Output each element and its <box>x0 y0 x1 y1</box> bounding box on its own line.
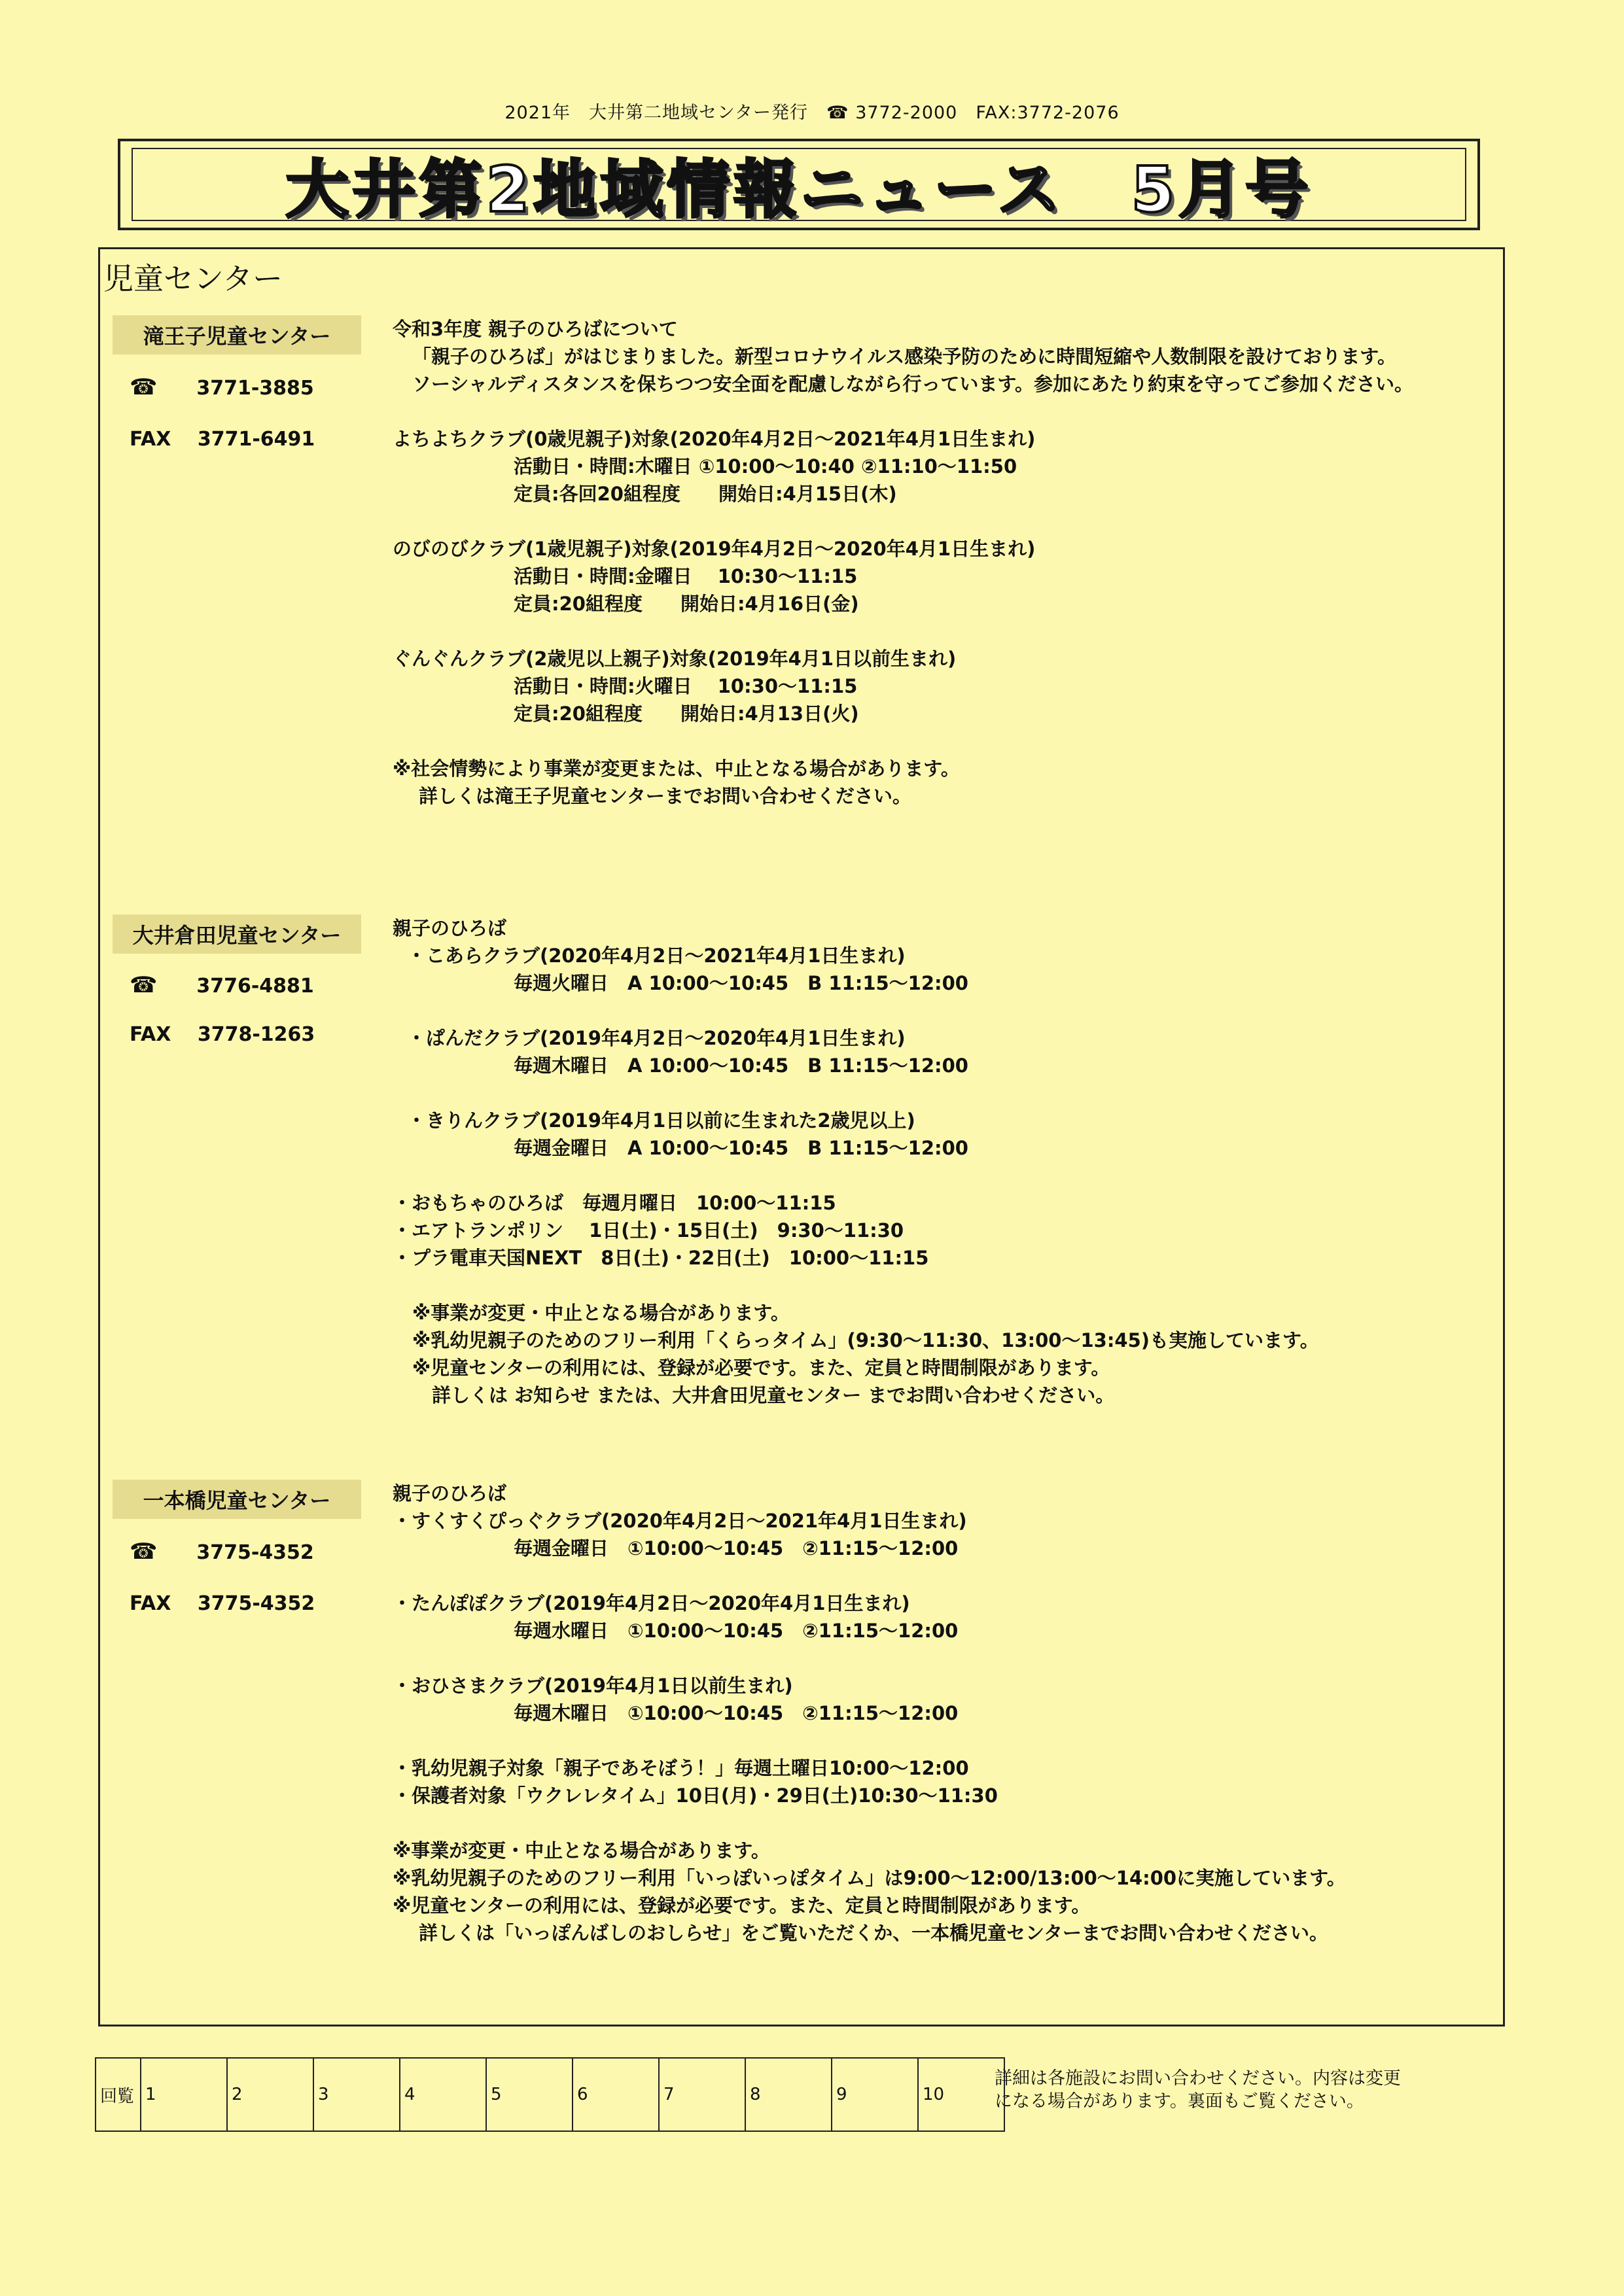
fax-number: 3771-6491 <box>197 428 315 451</box>
center-name-takiouji: 滝王子児童センター <box>113 315 361 355</box>
center-body-takiouji <box>393 315 1413 810</box>
body-line: 毎週金曜日 A 10:00～10:45 B 11:15～12:00 <box>514 1137 968 1159</box>
circulation-cell: 10 <box>918 2058 1004 2131</box>
center-name-ippombashi: 一本橋児童センター <box>113 1480 361 1519</box>
body-line: 毎週木曜日 ①10:00～10:45 ②11:15～12:00 <box>514 1702 959 1724</box>
body-line: 毎週水曜日 ①10:00～10:45 ②11:15～12:00 <box>514 1620 959 1642</box>
body-line: 毎週木曜日 A 10:00～10:45 B 11:15～12:00 <box>514 1054 968 1077</box>
tel-number: 3776-4881 <box>196 975 314 998</box>
circulation-cell: 8 <box>745 2058 832 2131</box>
circulation-cell: 2 <box>227 2058 313 2131</box>
tel-ooikurata <box>130 969 314 998</box>
tel-number: 3775-4352 <box>196 1541 314 1564</box>
fax-number: 3775-4352 <box>197 1592 315 1615</box>
circulation-cell: 7 <box>659 2058 745 2131</box>
center-body-ippombashi <box>393 1480 1346 1947</box>
body-line: ※児童センターの利用には、登録が必要です。また、定員と時間制限があります。 <box>412 1357 1110 1379</box>
fax-ooikurata <box>130 1018 315 1047</box>
circulation-cell: 6 <box>573 2058 659 2131</box>
body-line: ・プラ電車天国NEXT 8日(土)・22日(土) 10:00～11:15 <box>393 1247 929 1269</box>
circulation-table <box>95 2057 1005 2132</box>
body-line: のびのびクラブ(1歳児親子)対象(2019年4月2日～2020年4月1日生まれ) <box>393 538 1036 560</box>
body-line: ※児童センターの利用には、登録が必要です。また、定員と時間制限があります。 <box>393 1894 1091 1917</box>
circulation-cell: 9 <box>832 2058 918 2131</box>
fax-takiouji <box>130 423 315 451</box>
body-line: 詳しくは お知らせ または、大井倉田児童センター までお問い合わせください。 <box>432 1384 1115 1406</box>
body-line: 活動日・時間:木曜日 ①10:00～10:40 ②11:10～11:50 <box>514 455 1017 478</box>
body-line: 活動日・時間:金曜日 10:30～11:15 <box>514 565 858 587</box>
body-line: 「親子のひろば」がはじまりました。新型コロナウイルス感染予防のために時間短縮や人数制限を設けております。 <box>412 345 1396 368</box>
body-line: ※事業が変更・中止となる場合があります。 <box>412 1302 790 1324</box>
body-line: ・すくすくぴっぐクラブ(2020年4月2日～2021年4月1日生まれ) <box>393 1510 967 1532</box>
tel-takiouji <box>130 372 314 400</box>
body-line: ※事業が変更・中止となる場合があります。 <box>393 1839 770 1862</box>
page-title: 大井第2地域情報ニュース 5月号 <box>132 148 1466 221</box>
body-line: 詳しくは滝王子児童センターまでお問い合わせください。 <box>419 785 911 807</box>
body-line: ※乳幼児親子のためのフリー利用「くらっタイム」(9:30～11:30、13:00～13:45)も実施しています。 <box>412 1329 1319 1351</box>
body-line: ・おひさまクラブ(2019年4月1日以前生まれ) <box>393 1675 793 1697</box>
phone-icon: ☎ <box>130 1539 158 1565</box>
fax-label: FAX <box>130 1023 171 1046</box>
tel-ippombashi <box>130 1536 314 1565</box>
section-title: 児童センター <box>103 261 283 296</box>
fax-label: FAX <box>130 1592 171 1615</box>
circulation-cell: 3 <box>313 2058 400 2131</box>
body-line: 定員:20組程度 開始日:4月13日(火) <box>514 703 859 725</box>
center-body-ooikurata <box>393 914 1319 1409</box>
footer-note: 詳細は各施設にお問い合わせください。内容は変更になる場合があります。裏面もご覧ください。 <box>995 2068 1401 2112</box>
body-line: ・ぱんだクラブ(2019年4月2日～2020年4月1日生まれ) <box>407 1027 906 1049</box>
body-line: ・きりんクラブ(2019年4月1日以前に生まれた2歳児以上) <box>407 1109 915 1132</box>
center-name-ooikurata: 大井倉田児童センター <box>113 914 361 954</box>
body-line: ・たんぽぽクラブ(2019年4月2日～2020年4月1日生まれ) <box>393 1592 910 1614</box>
title-banner <box>118 139 1480 230</box>
body-line: 親子のひろば <box>393 917 507 939</box>
body-line: 定員:各回20組程度 開始日:4月15日(木) <box>514 483 897 505</box>
body-line: 親子のひろば <box>393 1482 507 1505</box>
body-line: ※乳幼児親子のためのフリー利用「いっぽいっぽタイム」は9:00～12:00/13:00～14:00に実施しています。 <box>393 1867 1346 1889</box>
body-line: よちよちクラブ(0歳児親子)対象(2020年4月2日～2021年4月1日生まれ) <box>393 428 1036 450</box>
body-line: 定員:20組程度 開始日:4月16日(金) <box>514 593 859 615</box>
phone-icon: ☎ <box>130 972 158 998</box>
phone-icon: ☎ <box>130 374 158 400</box>
circulation-cell: 1 <box>141 2058 227 2131</box>
body-line: ・保護者対象「ウクレレタイム」10日(月)・29日(土)10:30～11:30 <box>393 1784 998 1807</box>
tel-number: 3771-3885 <box>196 377 314 400</box>
body-line: 毎週金曜日 ①10:00～10:45 ②11:15～12:00 <box>514 1537 959 1559</box>
body-line: ・乳幼児親子対象「親子であそぼう！」毎週土曜日10:00～12:00 <box>393 1757 969 1779</box>
circulation-label: 回覧 <box>96 2058 141 2131</box>
body-line: ・エアトランポリン 1日(土)・15日(土) 9:30～11:30 <box>393 1219 904 1242</box>
body-line: ※社会情勢により事業が変更または、中止となる場合があります。 <box>393 757 960 780</box>
body-line: 毎週火曜日 A 10:00～10:45 B 11:15～12:00 <box>514 972 968 994</box>
circulation-cell: 4 <box>400 2058 486 2131</box>
body-line: ソーシャルディスタンスを保ちつつ安全面を配慮しながら行っています。参加にあたり約束を守ってご参加ください。 <box>412 373 1414 395</box>
body-line: ぐんぐんクラブ(2歳児以上親子)対象(2019年4月1日以前生まれ) <box>393 648 957 670</box>
body-line: ・こあらクラブ(2020年4月2日～2021年4月1日生まれ) <box>407 945 906 967</box>
fax-number: 3778-1263 <box>197 1023 315 1046</box>
body-line: 令和3年度 親子のひろばについて <box>393 318 678 340</box>
body-line: 活動日・時間:火曜日 10:30～11:15 <box>514 675 858 697</box>
body-line: ・おもちゃのひろば 毎週月曜日 10:00～11:15 <box>393 1192 836 1214</box>
body-line: 詳しくは「いっぽんばしのおしらせ」をご覧いただくか、一本橋児童センターまでお問い合わせください。 <box>419 1922 1328 1944</box>
publisher-line: 2021年 大井第二地域センター発行 ☎ 3772-2000 FAX:3772-2076 <box>504 103 1120 123</box>
circulation-cell: 5 <box>486 2058 573 2131</box>
fax-label: FAX <box>130 428 171 451</box>
fax-ippombashi <box>130 1587 315 1616</box>
